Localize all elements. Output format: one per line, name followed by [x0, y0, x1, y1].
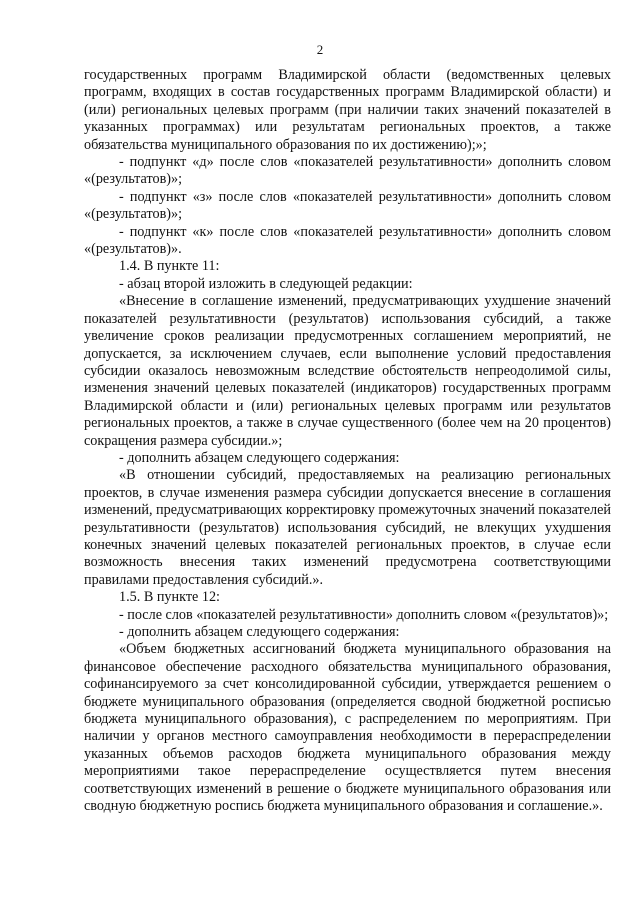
paragraph: - подпункт «з» после слов «показателей результативности» дополнить словом «(результатов)»; — [84, 188, 611, 223]
page-number: 2 — [316, 42, 324, 57]
paragraph: государственных программ Владимирской области (ведомственных целевых программ, входящих в состав государственных программ Владимирской области) и (или) региональных целевых программ (при наличии таких значений показателей в указанных программах) или результатам региональных проектов, а также обязательства муниципального образования по их достижению);»; — [84, 67, 611, 153]
paragraph: - абзац второй изложить в следующей редакции: — [119, 275, 413, 292]
document-body — [84, 67, 611, 815]
paragraph: - подпункт «д» после слов «показателей результативности» дополнить словом «(результатов)»; — [84, 154, 611, 188]
paragraph: - после слов «показателей результативности» дополнить словом «(результатов)»; — [119, 606, 609, 623]
quoted-paragraph: «Внесение в соглашение изменений, предусматривающих ухудшение значений показателей результативности (результатов) использования субсидий, а также увеличение сроков реализации предусмотренных соглашением мероприятий, не допускается, за исключением случаев, если выполнение условий предоставления субсидии оказалось невозможным вследствие обстоятельств непреодолимой силы, изменения значений целевых показателей (индикаторов) государственных программ Владимирской области и (или) региональных целевых программ или результатов региональных проектов, а также в случае существенного (более чем на 20 процентов) сокращения размера субсидии.»; — [84, 293, 611, 449]
quoted-paragraph: «В отношении субсидий, предоставляемых на реализацию региональных проектов, в случае изменения размера субсидии допускается внесение в соглашения изменений, предусматривающих корректировку промежуточных значений показателей результативности (результатов) использования субсидий, не влекущих ухудшения конечных значений целевых показателей региональных проектов, в случае если возможность внесения таких изменений предусмотрена соответствующими правилами предоставления субсидий.». — [84, 467, 612, 588]
section-heading: 1.5. В пункте 12: — [119, 589, 220, 606]
quoted-paragraph: «Объем бюджетных ассигнований бюджета муниципального образования на финансовое обеспечение расходного обязательства муниципального образования, софинансируемого за счет консолидированной субсидии, утверждается решением о бюджете муниципального образования (определяется сводной бюджетной росписью бюджета муниципального образования), с распределением по мероприятиям. При наличии у органов местного самоуправления необходимости в перераспределении указанных объемов расходов бюджета муниципального образования между мероприятиями такое перераспределение осуществляется путем внесения соответствующих изменений в решение о бюджете муниципального образования или сводную бюджетную роспись бюджета муниципального образования и соглашение.». — [84, 641, 611, 815]
section-heading: 1.4. В пункте 11: — [119, 258, 220, 275]
paragraph: - дополнить абзацем следующего содержания: — [119, 449, 400, 466]
paragraph: - подпункт «к» после слов «показателей результативности» дополнить словом «(результатов)». — [84, 223, 611, 258]
paragraph: - дополнить абзацем следующего содержания: — [119, 624, 400, 640]
